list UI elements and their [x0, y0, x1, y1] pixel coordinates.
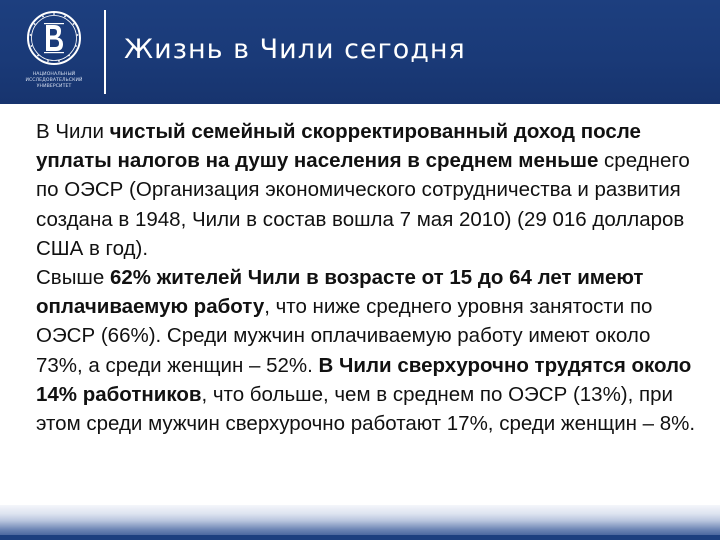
- slide-body: [36, 117, 702, 438]
- paragraph-income: [36, 117, 702, 263]
- paragraph-text: Свыше: [36, 266, 110, 290]
- paragraph-text: среднего по ОЭСР (Организация экономического сотрудничества и развития создана в 1948, Чили в состав вошла 7 мая 2010) (29 016 долларов США в год).: [36, 149, 690, 260]
- paragraph-text: В Чили: [36, 120, 110, 143]
- page-title: Жизнь в Чили сегодня: [124, 34, 466, 65]
- slide-footer: [0, 505, 720, 540]
- paragraph-bold-text: В Чили сверхурочно трудятся около 14% работников: [36, 353, 692, 406]
- hse-logo-icon: [26, 10, 82, 66]
- logo-caption: НАЦИОНАЛЬНЫЙ ИССЛЕДОВАТЕЛЬСКИЙ УНИВЕРСИТЕТ: [25, 72, 83, 89]
- paragraph-text: , что ниже среднего уровня занятости по ОЭСР (66%). Среди мужчин оплачиваемую работу имеют около 73%, а среди женщин – 52%.: [36, 295, 653, 377]
- paragraph-bold-text: 62% жителей Чили в возрасте от 15 до 64 лет имеют оплачиваемую работу: [36, 266, 644, 319]
- paragraph-employment: [36, 263, 702, 438]
- slide-header: [0, 0, 720, 104]
- hse-logo: [8, 6, 100, 98]
- paragraph-text: , что больше, чем в среднем по ОЭСР (13%), при этом среди мужчин сверхурочно работают 17%, среди женщин – 8%.: [36, 382, 696, 436]
- paragraph-bold-text: чистый семейный скорректированный доход после уплаты налогов на душу населения в среднем меньше: [36, 120, 641, 173]
- header-divider: [104, 10, 106, 94]
